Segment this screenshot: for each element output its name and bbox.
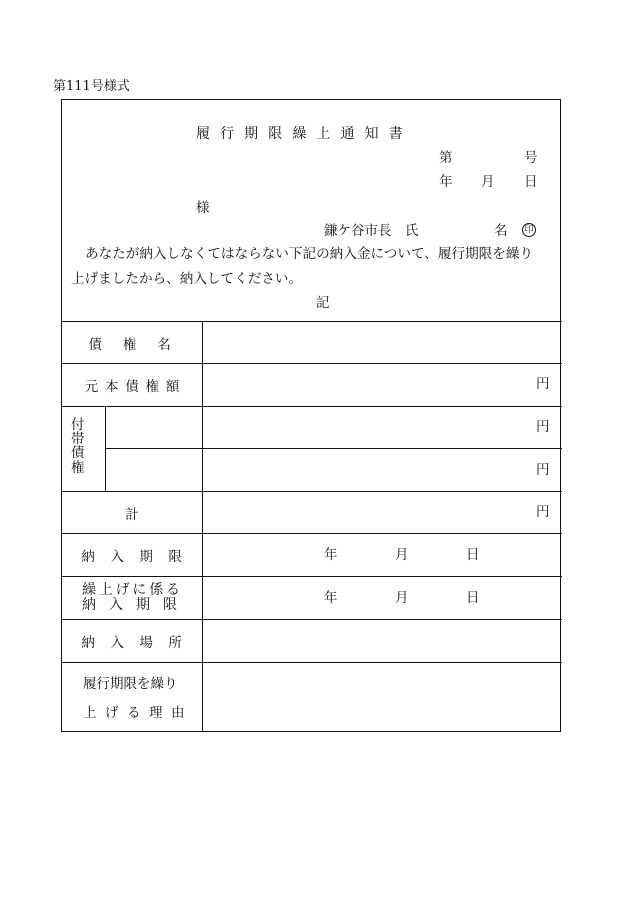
ki-label: 記 [316,295,330,311]
document-title: 履行期限繰上通知書 [196,126,413,142]
incidental-claims-text: 付帯債権 [71,417,85,476]
notice-form-frame [61,99,561,732]
sender-name: 名 [494,223,508,239]
seal-label: 印 [524,224,534,235]
header-day: 日 [524,174,538,190]
header-month: 月 [481,174,495,190]
advanced-due-month: 月 [395,590,409,606]
advanced-due-year: 年 [324,590,338,606]
advanced-due-date-line-2: 納入期限 [82,597,191,613]
addressee-suffix: 様 [196,200,210,216]
claim-name-label: 債権名 [88,336,192,353]
principal-yen-unit: 円 [536,376,550,392]
number-prefix: 第 [439,150,453,166]
due-date-day: 日 [466,547,480,563]
form-number-label: 第111号様式 [53,79,130,94]
incidental-item-1-amount[interactable] [203,407,561,448]
total-yen-unit: 円 [536,504,550,520]
incidental-item-2-amount[interactable] [203,449,561,491]
advanced-due-day: 日 [466,590,480,606]
seal-mark [522,223,536,237]
incidental-1-yen-unit: 円 [536,419,550,435]
header-year: 年 [439,174,453,190]
payment-place-label: 納入場所 [81,635,198,651]
reason-line-1: 履行期限を繰り [83,676,178,692]
incidental-2-yen-unit: 円 [536,462,550,478]
principal-amount-field[interactable] [203,364,561,406]
due-date-year: 年 [324,547,338,563]
due-date-month: 月 [395,547,409,563]
sender-title: 鎌ケ谷市長 氏 [324,223,419,239]
reason-line-2: 上げる理由 [83,705,194,721]
number-suffix: 号 [524,150,538,166]
incidental-item-1-name[interactable] [106,407,202,448]
claim-name-value[interactable] [203,322,561,363]
principal-label: 元本債権額 [84,379,186,395]
payment-place-field[interactable] [203,620,561,662]
advanced-due-date-label [62,577,202,619]
reason-field[interactable] [203,663,561,732]
incidental-claims-label [71,418,85,475]
advanced-due-date-line-1: 繰上げに係る [82,582,183,598]
body-line-2: 上げましたから、納入してください。 [71,271,303,287]
total-amount-field[interactable] [203,492,561,533]
body-line-1: あなたが納入しなくてはならない下記の納入金について、履行期限を繰り [85,246,534,262]
reason-label [62,663,202,732]
due-date-label: 納入期限 [81,549,198,565]
incidental-item-2-name[interactable] [106,449,202,491]
total-label: 計 [125,506,139,523]
